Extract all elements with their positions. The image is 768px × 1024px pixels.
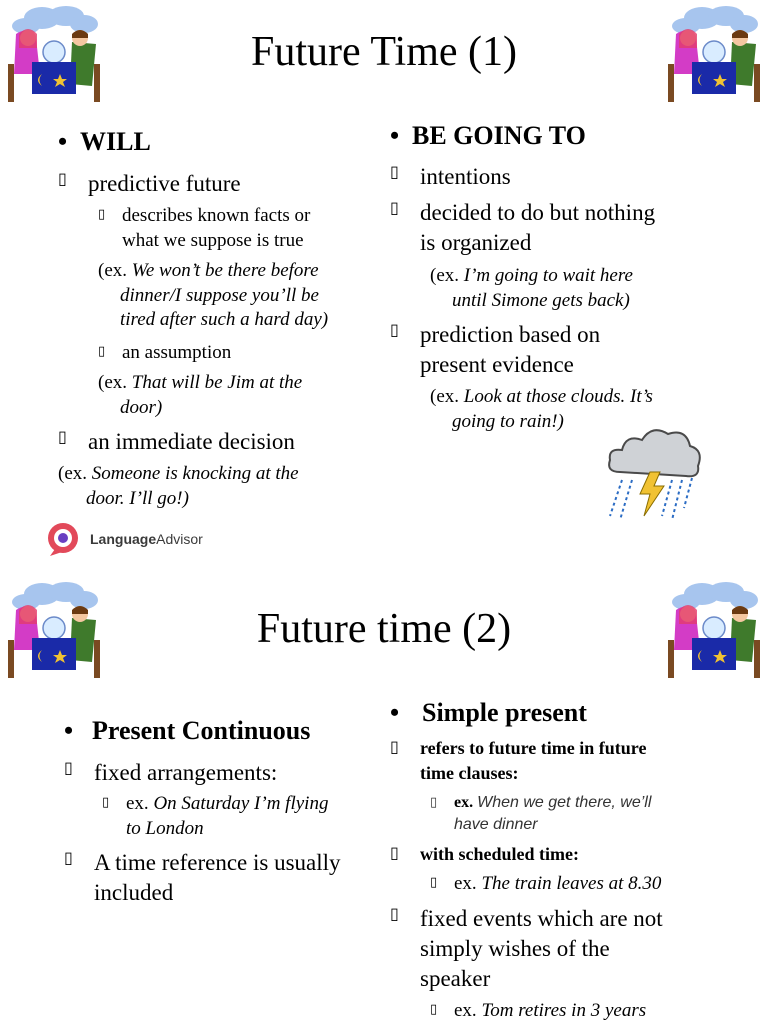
list-item: ▯ predictive future	[58, 169, 241, 196]
bullet-icon: •	[390, 121, 400, 150]
slide-2	[0, 512, 768, 1024]
box-marker-icon: ▯	[98, 344, 106, 359]
will-heading: • WILL	[58, 127, 151, 156]
list-item: ▯ decided to do but nothing is organized	[390, 198, 656, 255]
list-item: ▯ an immediate decision	[58, 427, 295, 454]
box-marker-icon: ▯	[390, 737, 399, 756]
example-text: (ex. I’m going to wait here until Simone gets back)	[430, 265, 633, 311]
example-text: (ex. We won’t be there before dinner/I suppose you’ll be tired after such a hard day)	[98, 260, 329, 331]
box-marker-icon: ▯	[64, 848, 73, 867]
list-item: ▯ prediction based on present evidence	[390, 320, 601, 377]
bullet-icon: •	[64, 716, 74, 745]
storm-cloud-icon	[602, 420, 706, 524]
box-marker-icon: ▯	[430, 875, 438, 890]
present-continuous-heading: • Present Continuous	[64, 716, 311, 745]
list-item: ▯ fixed events which are not simply wishes of the speaker	[390, 904, 663, 991]
box-marker-icon: ▯	[58, 169, 67, 188]
list-item: ▯ intentions	[390, 162, 511, 189]
list-item: ▯ refers to future time in future time clauses:	[390, 737, 647, 784]
list-item: ▯ with scheduled time:	[390, 843, 579, 864]
sub-list-item: ▯ ex. When we get there, we’ll have dinner	[430, 794, 652, 834]
sub-list-item: ▯ describes known facts or what we suppose is true	[98, 205, 311, 251]
box-marker-icon: ▯	[58, 427, 67, 446]
list-item: ▯ fixed arrangements:	[64, 758, 278, 785]
sub-list-item: ▯ an assumption	[98, 342, 232, 363]
example-text: (ex. Someone is knocking at the door. I’ll go!)	[58, 463, 299, 509]
box-marker-icon: ▯	[390, 904, 399, 923]
box-marker-icon: ▯	[430, 1002, 438, 1017]
box-marker-icon: ▯	[390, 162, 399, 181]
bullet-icon: •	[58, 127, 68, 156]
list-item: ▯ A time reference is usually included	[64, 848, 341, 905]
slide-title: Future time (2)	[256, 606, 512, 652]
sub-list-item: ▯ ex. Tom retires in 3 years	[430, 1000, 647, 1021]
box-marker-icon: ▯	[102, 795, 110, 810]
be-going-to-heading: • BE GOING TO	[390, 121, 586, 150]
box-marker-icon: ▯	[390, 843, 399, 862]
box-marker-icon: ▯	[64, 758, 73, 777]
example-text: (ex. Look at those clouds. It’s going to rain!)	[430, 386, 653, 432]
example-text: (ex. That will be Jim at the door)	[98, 372, 303, 418]
bullet-icon: •	[390, 698, 400, 727]
box-marker-icon: ▯	[390, 198, 399, 217]
logo-text: LanguageAdvisor	[90, 531, 203, 547]
sub-list-item: ▯ ex. The train leaves at 8.30	[430, 873, 662, 894]
box-marker-icon: ▯	[430, 795, 438, 810]
box-marker-icon: ▯	[390, 320, 399, 339]
box-marker-icon: ▯	[98, 207, 106, 222]
simple-present-heading: • Simple present	[390, 698, 587, 727]
slide-title: Future Time (1)	[250, 29, 518, 75]
sub-list-item: ▯ ex. On Saturday I’m flying to London	[102, 793, 329, 839]
